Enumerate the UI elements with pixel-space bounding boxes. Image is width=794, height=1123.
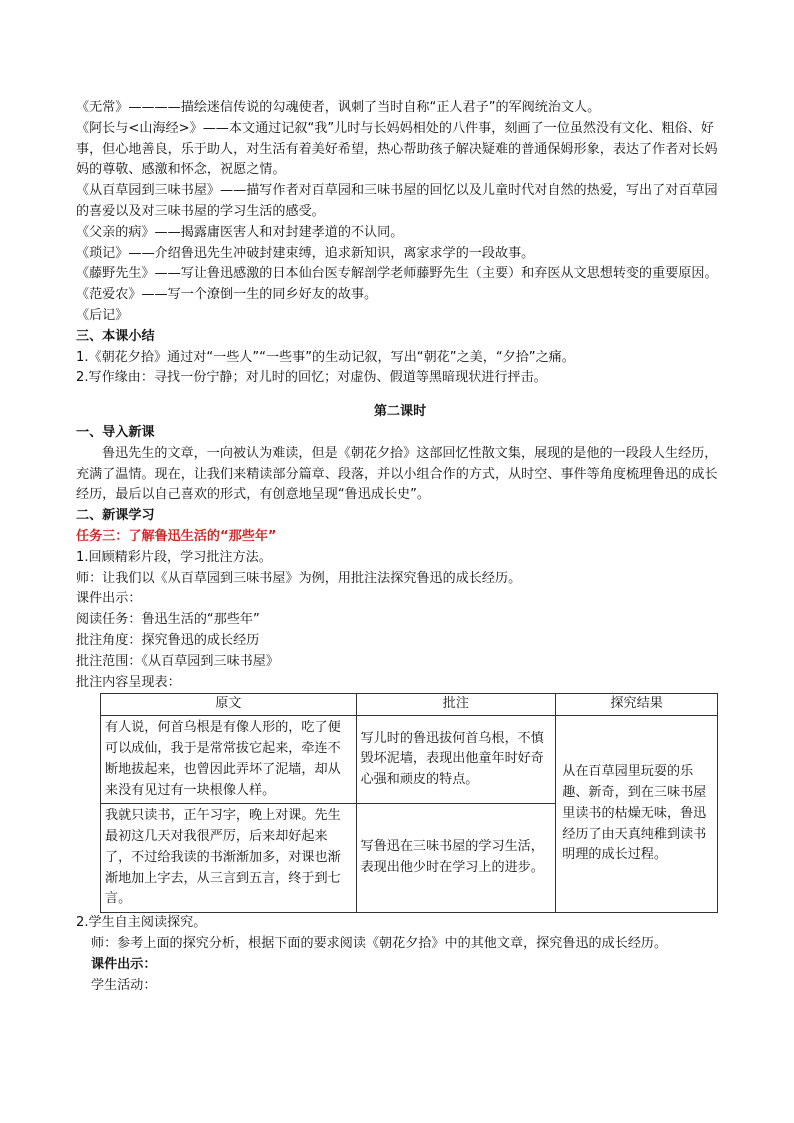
essay-line-houji: 《后记》 <box>76 307 129 323</box>
student-activity: 学生活动： <box>91 977 157 993</box>
table-header-note: 批注 <box>356 694 556 716</box>
essay-line-suoji: 《琐记》——介绍鲁迅先生冲破封建束缚，追求新知识，离家求学的一段故事。 <box>76 245 535 261</box>
essay-line-wuchang: 《无常》————描绘迷信传说的勾魂使者，讽刺了当时自称“正人君子”的军阀统治文人。 <box>76 100 601 115</box>
section-heading-intro: 一、导入新课 <box>76 424 155 440</box>
step-1: 1.回顾精彩片段，学习批注方法。 <box>76 549 272 565</box>
intro-paragraph: 鲁迅先生的文章，一向被认为难读，但是《朝花夕拾》这部回忆性散文集，展现的是他的一段段人生经历，充满了温情。现在，让我们来精读部分篇章、段落，并以小组合作的方式，从时空、事件等角度梳理鲁迅的成长经历，最后以自己喜欢的形式，有创意地呈现“鲁迅成长史”。 <box>76 445 718 503</box>
summary-line-2: 2.写作缘由：寻找一份宁静；对儿时的回忆；对虚伪、假道等黑暗现状进行抨击。 <box>76 370 547 386</box>
table-cell-note: 写鲁迅在三味书屋的学习生活，表现出他少时在学习上的进步。 <box>356 804 556 913</box>
reading-task: 阅读任务：鲁迅生活的“那些年” <box>76 612 260 628</box>
annotation-angle: 批注角度：探究鲁迅的成长经历 <box>76 632 260 648</box>
table-row <box>101 716 718 804</box>
courseware-label-2: 课件出示： <box>91 956 157 972</box>
courseware-label-1: 课件出示： <box>76 591 142 607</box>
table-cell-result: 从在百草园里玩耍的乐趣、新奇，到在三味书屋里读书的枯燥无味，鲁迅经历了由天真纯稚到读书明理的成长过程。 <box>556 716 718 913</box>
table-cell-original: 我就只读书，正午习字，晚上对课。先生最初这几天对我很严厉，后来却好起来了，不过给我读的书渐渐加多，对课也渐渐地加上字去，从三言到五言，终于到七言。 <box>101 804 357 913</box>
document-page <box>76 98 724 996</box>
essay-line-achang: 《阿长与<山海经>》——本文通过记叙“我”儿时与长妈妈相处的八件事，刻画了一位虽然没有文化、粗俗、好事，但心地善良，乐于助人，对生活有着美好希望，热心帮助孩子解决疑难的普通保姆形象，表达了作者对长妈妈的尊敬、感激和怀念，祝愿之情。 <box>76 120 718 178</box>
annotation-scope: 批注范围：《从百草园到三味书屋》 <box>76 653 279 669</box>
task-heading: 任务三：了解鲁迅生活的“那些年” <box>76 528 277 544</box>
essay-line-tengye: 《藤野先生》——写让鲁迅感激的日本仙台医专解剖学老师藤野先生（主要）和弃医从文思想转变的重要原因。 <box>76 266 718 282</box>
step-2: 2.学生自主阅读探究。 <box>76 915 207 931</box>
annotation-table-label: 批注内容呈现表： <box>76 674 181 690</box>
table-header-original: 原文 <box>101 694 357 716</box>
summary-line-1: 1.《朝花夕拾》通过对“一些人”“一些事”的生动记叙，写出“朝花”之美，“夕拾”之痛。 <box>76 349 575 365</box>
table-cell-original: 有人说，何首乌根是有像人形的，吃了便可以成仙，我于是常常拔它起来，牵连不断地拔起来，也曾因此弄坏了泥墙，却从来没有见过有一块根像人样。 <box>101 716 357 804</box>
essay-line-baicaoyuan: 《从百草园到三味书屋》——描写作者对百草园和三味书屋的回忆以及儿童时代对自然的热爱，写出了对百草园的喜爱以及对三味书屋的学习生活的感受。 <box>76 183 718 219</box>
table-cell-note: 写儿时的鲁迅拔何首乌根，不慎毁坏泥墙，表现出他童年时好奇心强和顽皮的特点。 <box>356 716 556 804</box>
essay-line-fanainong: 《范爱农》——写一个潦倒一生的同乡好友的故事。 <box>76 287 378 303</box>
table-header-row <box>101 694 718 716</box>
teacher-line-1: 师：让我们以《从百草园到三味书屋》为例，用批注法探究鲁迅的成长经历。 <box>76 570 522 586</box>
section-heading-summary: 三、本课小结 <box>76 328 155 344</box>
table-header-result: 探究结果 <box>556 694 718 716</box>
lesson-title: 第二课时 <box>373 404 427 420</box>
essay-line-fuqin: 《父亲的病》——揭露庸医害人和对封建孝道的不认同。 <box>76 224 404 240</box>
section-heading-new: 二、新课学习 <box>76 508 155 524</box>
annotation-table <box>100 693 718 913</box>
teacher-line-2: 师：参考上面的探究分析，根据下面的要求阅读《朝花夕拾》中的其他文章，探究鲁迅的成长经历。 <box>91 936 668 952</box>
